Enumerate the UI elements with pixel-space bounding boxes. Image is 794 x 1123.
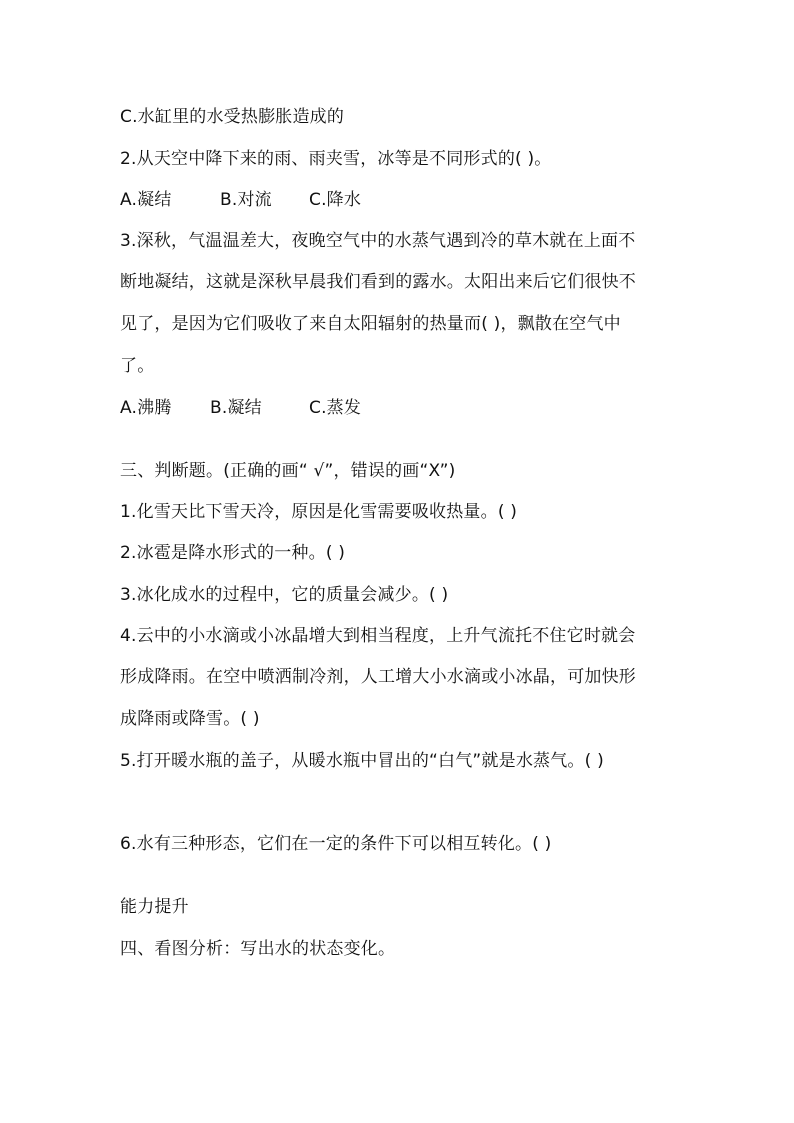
section-4-heading: 四、看图分析：写出水的状态变化。 (120, 939, 396, 959)
judge-question-3: 3.冰化成水的过程中，它的质量会减少。( ) (120, 585, 449, 605)
options-row-q2 (120, 189, 361, 211)
options-row-q3 (120, 397, 361, 419)
option-c: C.降水 (309, 190, 362, 210)
question-3-line-2: 断地凝结，这就是深秋早晨我们看到的露水。太阳出来后它们很快不 (120, 272, 636, 292)
question-3-line-4: 了。 (120, 356, 155, 376)
judge-question-4-line-3: 成降雨或降雪。( ) (120, 709, 260, 729)
question-2-mc: 2.从天空中降下来的雨、雨夹雪，冰等是不同形式的( )。 (120, 149, 552, 169)
section-3-heading: 三、判断题。(正确的画“ √”，错误的画“X”) (120, 461, 456, 481)
option-b: B.凝结 (210, 398, 262, 418)
option-a: A.凝结 (120, 190, 172, 210)
judge-question-4-line-2: 形成降雨。在空中喷洒制冷剂，人工增大小水滴或小冰晶，可加快形 (120, 667, 636, 687)
judge-question-2: 2.冰雹是降水形式的一种。( ) (120, 543, 346, 563)
question-3-line-3: 见了，是因为它们吸收了来自太阳辐射的热量而( )，飘散在空气中 (120, 314, 621, 334)
judge-question-1: 1.化雪天比下雪天冷，原因是化雪需要吸收热量。( ) (120, 502, 518, 522)
judge-question-6: 6.水有三种形态，它们在一定的条件下可以相互转化。( ) (120, 834, 552, 854)
judge-question-5: 5.打开暖水瓶的盖子，从暖水瓶中冒出的“白气”就是水蒸气。( ) (120, 751, 604, 771)
question-3-line-1: 3.深秋，气温温差大，夜晚空气中的水蒸气遇到冷的草木就在上面不 (120, 231, 636, 251)
section-heading-ability: 能力提升 (120, 897, 189, 917)
option-b: B.对流 (220, 190, 272, 210)
option-a: A.沸腾 (120, 398, 172, 418)
judge-question-4-line-1: 4.云中的小水滴或小冰晶增大到相当程度，上升气流托不住它时就会 (120, 626, 636, 646)
option-c-line: C.水缸里的水受热膨胀造成的 (120, 107, 345, 127)
option-c: C.蒸发 (309, 398, 362, 418)
